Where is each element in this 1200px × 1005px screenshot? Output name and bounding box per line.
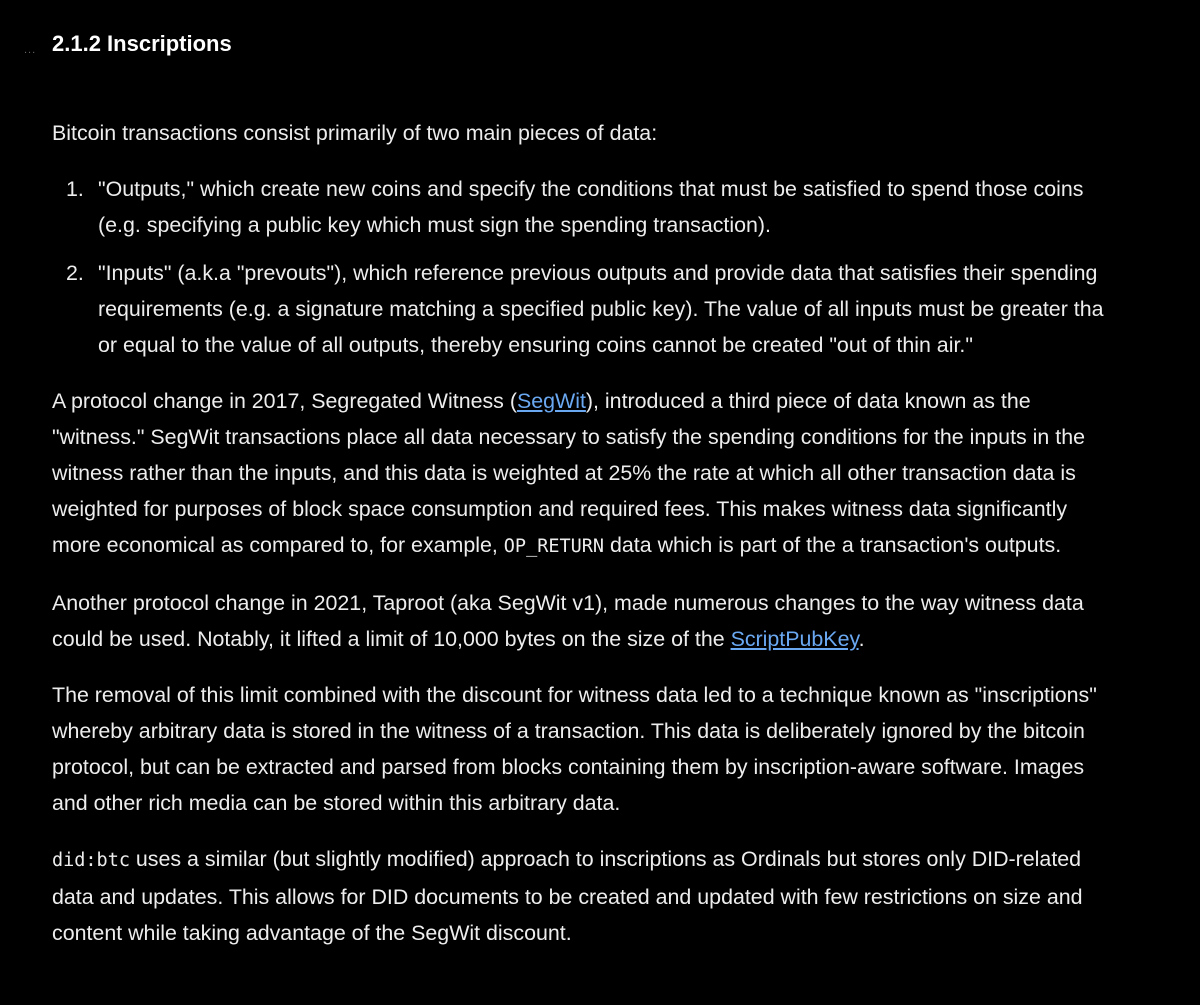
- paragraph-line: [52, 383, 1200, 419]
- text-run: .: [858, 627, 865, 651]
- op-return-code: OP_RETURN: [503, 536, 605, 557]
- list-number: 1.: [66, 177, 84, 201]
- paragraph-line: protocol, but can be extracted and parsed from blocks containing them by inscription-aware software. Images: [52, 755, 1085, 779]
- list-line: requirements (e.g. a signature matching a specified public key). The value of all inputs must be greater tha: [98, 297, 1104, 321]
- list-item-inputs: [52, 255, 1200, 363]
- text-run: ), introduced a third piece of data known as the: [585, 389, 1031, 413]
- data-pieces-list: [52, 171, 1200, 363]
- paragraph-line: [52, 841, 1200, 879]
- paragraph-line: weighted for purposes of block space consumption and required fees. This makes witness data significantly: [52, 497, 1068, 521]
- paragraph-line: [52, 527, 1200, 565]
- paragraph-line: Another protocol change in 2021, Taproot (aka SegWit v1), made numerous changes to the way witness data: [52, 591, 1084, 615]
- list-line: (e.g. specifying a public key which must sign the spending transaction).: [98, 213, 771, 237]
- did-btc-code: did:btc: [52, 850, 130, 871]
- text-run: A protocol change in 2017, Segregated Witness (: [52, 389, 517, 413]
- list-line: or equal to the value of all outputs, thereby ensuring coins cannot be created "out of thin air.": [98, 333, 973, 357]
- scriptpubkey-link[interactable]: ScriptPubKey: [730, 627, 859, 651]
- article-body: [52, 115, 1200, 971]
- section-heading: 2.1.2 Inscriptions: [52, 31, 232, 56]
- inscriptions-paragraph: [52, 677, 1200, 821]
- segwit-paragraph: [52, 383, 1200, 565]
- segwit-link[interactable]: SegWit: [516, 389, 586, 413]
- paragraph-line: content while taking advantage of the SegWit discount.: [52, 921, 572, 945]
- paragraph-line: data and updates. This allows for DID documents to be created and updated with few restrictions on size and: [52, 885, 1083, 909]
- text-run: could be used. Notably, it lifted a limit of 10,000 bytes on the size of the: [52, 627, 731, 651]
- paragraph-line: The removal of this limit combined with the discount for witness data led to a technique known as "inscriptions": [52, 683, 1097, 707]
- list-line: "Outputs," which create new coins and specify the conditions that must be satisfied to spend those coins: [98, 177, 1084, 201]
- paragraph-line: whereby arbitrary data is stored in the witness of a transaction. This data is deliberately ignored by the bitcoin: [52, 719, 1085, 743]
- didbtc-paragraph: [52, 841, 1200, 951]
- text-run: more economical as compared to, for example,: [52, 533, 504, 557]
- text-run: uses a similar (but slightly modified) approach to inscriptions as Ordinals but stores only DID-related: [129, 847, 1082, 871]
- list-item-outputs: [52, 171, 1200, 243]
- paragraph-line: "witness." SegWit transactions place all data necessary to satisfy the spending conditions for the inputs in the: [52, 425, 1085, 449]
- heading-anchor-icon[interactable]: ...: [24, 44, 37, 56]
- paragraph-line: witness rather than the inputs, and this data is weighted at 25% the rate at which all other transaction data is: [52, 461, 1076, 485]
- taproot-paragraph: [52, 585, 1200, 657]
- list-line: "Inputs" (a.k.a "prevouts"), which reference previous outputs and provide data that satisfies their spending: [98, 261, 1098, 285]
- paragraph-line: and other rich media can be stored within this arbitrary data.: [52, 791, 621, 815]
- text-run: data which is part of the a transaction's outputs.: [604, 533, 1062, 557]
- list-number: 2.: [66, 261, 84, 285]
- paragraph-line: [52, 621, 1200, 657]
- intro-paragraph: Bitcoin transactions consist primarily of two main pieces of data:: [52, 121, 658, 145]
